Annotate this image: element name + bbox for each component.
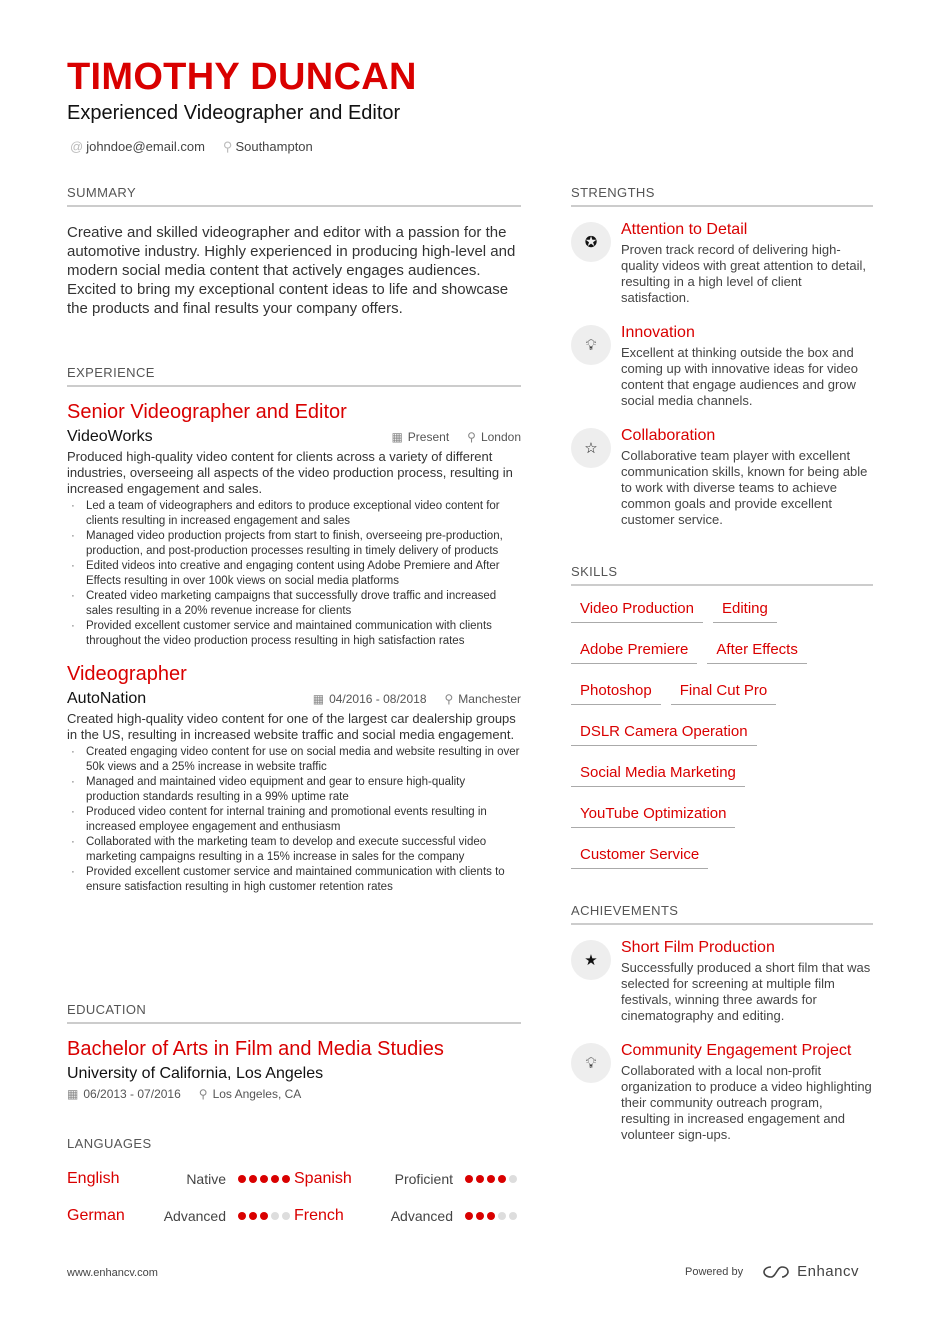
- lightbulb-icon: 💡︎: [571, 325, 611, 365]
- strength-text: Excellent at thinking outside the box and coming up with innovative ideas for video content that engage audiences and grow social media channels.: [621, 345, 859, 408]
- summary-text: Creative and skilled videographer and editor with a passion for the automotive industry. Highly experienced in producing high-level and modern social media content that actively engages audiences. Excited to bring my exceptional content ideas to life and showcase the products and final results your company offers.: [67, 224, 516, 317]
- star-outline-icon: ☆: [571, 428, 611, 468]
- job-bullet: · Created video marketing campaigns that successfully drove traffic and increased sales resulting in a 20% revenue increase for clients: [67, 589, 521, 619]
- section-heading: EXPERIENCE: [67, 365, 521, 387]
- infinity-logo-icon: [761, 1264, 791, 1280]
- language-name: Spanish: [294, 1169, 352, 1187]
- language-name: French: [294, 1206, 344, 1224]
- job-location: London: [480, 430, 521, 444]
- email-text: johndoe@email.com: [86, 139, 205, 154]
- achievement-text: Collaborated with a local non-profit organization to produce a video highlighting their community outreach program, resulting in increased engagement and volunteer sign-ups.: [621, 1063, 872, 1142]
- language-level: Advanced: [390, 1207, 453, 1224]
- job-bullet: · Led a team of videographers and editors to produce exceptional video content for clients resulting in increased engagement and sales: [67, 499, 521, 529]
- skills-section: [571, 564, 873, 883]
- section-heading: EDUCATION: [67, 1002, 521, 1024]
- location: [223, 139, 313, 155]
- rating-dot: [465, 1212, 473, 1220]
- language-level: Native: [186, 1170, 226, 1187]
- achievement-item: [571, 939, 873, 1024]
- job-bullet: · Managed and maintained video equipment and gear to ensure high-quality production standards resulting in a 99% uptime rate: [67, 775, 521, 805]
- rating-dot: [476, 1212, 484, 1220]
- location-pin-icon: ⚲: [444, 692, 454, 706]
- job-title: Videographer: [67, 663, 187, 685]
- section-heading: LANGUAGES: [67, 1136, 152, 1151]
- rating-dot: [498, 1175, 506, 1183]
- language-item: [67, 1170, 294, 1188]
- strength-text: Collaborative team player with excellent communication skills, known for being able to work with diverse teams to achieve common goals and provide excellent customer service.: [621, 448, 868, 527]
- job-bullet: · Created engaging video content for use on social media and website resulting in over 50k views and a 25% increase in website traffic: [67, 745, 521, 775]
- rating-dot: [249, 1212, 257, 1220]
- skill-tag: Editing: [713, 596, 777, 623]
- job-bullet: · Produced video content for internal training and promotional events resulting in increased employee engagement and enthusiasm: [67, 805, 521, 835]
- location-pin-icon: ⚲: [222, 139, 233, 154]
- language-name: German: [67, 1206, 125, 1224]
- job-entry: [67, 401, 521, 649]
- email[interactable]: [70, 139, 205, 155]
- job-description: Produced high-quality video content for clients across a variety of different industries, overseeing all aspects of the video production process, resulting in increased engagement and sales.: [67, 449, 513, 496]
- achievement-title: Short Film Production: [621, 939, 775, 956]
- at-icon: @: [70, 139, 84, 154]
- skill-tag: YouTube Optimization: [571, 801, 735, 828]
- rating-dot: [465, 1175, 473, 1183]
- language-rating: [238, 1212, 294, 1220]
- language-level: Advanced: [163, 1207, 226, 1224]
- strength-title: Attention to Detail: [621, 221, 748, 238]
- language-rating: [238, 1175, 294, 1183]
- job-bullet: · Managed video production projects from start to finish, overseeing pre-production, production, and post-production processes resulting in timely delivery of products: [67, 529, 521, 559]
- calendar-icon: ▦: [67, 1087, 79, 1101]
- languages-section: [67, 1136, 521, 1234]
- rating-dot: [509, 1212, 517, 1220]
- lightbulb-icon: 💡︎: [571, 1043, 611, 1083]
- language-item: [294, 1207, 521, 1225]
- degree: Bachelor of Arts in Film and Media Studies: [67, 1038, 444, 1060]
- rating-dot: [498, 1212, 506, 1220]
- company-name: VideoWorks: [67, 428, 153, 445]
- powered-by-text: Powered by: [685, 1265, 744, 1278]
- language-item: [67, 1207, 294, 1225]
- job-location: Manchester: [458, 692, 521, 706]
- achievements-section: [571, 903, 873, 1143]
- rating-dot: [238, 1175, 246, 1183]
- language-rating: [465, 1175, 521, 1183]
- calendar-icon: ▦: [312, 692, 325, 706]
- company-name: AutoNation: [67, 690, 147, 707]
- rating-dot: [487, 1212, 495, 1220]
- skill-tag: DSLR Camera Operation: [571, 719, 757, 746]
- enhancv-logo[interactable]: [761, 1263, 859, 1280]
- skill-tag: Photoshop: [571, 678, 661, 705]
- brand-name: Enhancv: [797, 1263, 859, 1280]
- award-icon: ✪: [571, 222, 611, 262]
- skill-tag: Social Media Marketing: [571, 760, 745, 787]
- edu-location: Los Angeles, CA: [212, 1087, 302, 1101]
- edu-dates: 06/2013 - 07/2016: [83, 1087, 181, 1101]
- rating-dot: [282, 1212, 290, 1220]
- section-heading: SUMMARY: [67, 185, 521, 207]
- job-bullet: · Collaborated with the marketing team to develop and execute successful video marketing campaigns resulting in a 15% increase in sales for the company: [67, 835, 521, 865]
- skill-tag: Adobe Premiere: [571, 637, 697, 664]
- location-text: Southampton: [235, 139, 313, 154]
- language-rating: [465, 1212, 521, 1220]
- rating-dot: [260, 1212, 268, 1220]
- language-name: English: [67, 1169, 120, 1187]
- location-pin-icon: ⚲: [467, 430, 476, 444]
- job-bullet: · Edited videos into creative and engaging content using Adobe Premiere and After Effects resulting in over 100k views on social media platforms: [67, 559, 521, 589]
- skill-tag: Video Production: [571, 596, 703, 623]
- strength-title: Innovation: [621, 324, 695, 341]
- rating-dot: [476, 1175, 484, 1183]
- strength-title: Collaboration: [621, 427, 716, 444]
- language-row: [67, 1197, 521, 1234]
- language-row: [67, 1160, 521, 1197]
- education-section: [67, 1002, 521, 1101]
- school: University of California, Los Angeles: [67, 1065, 324, 1082]
- rating-dot: [249, 1175, 257, 1183]
- skill-tag: Final Cut Pro: [671, 678, 777, 705]
- achievement-title: Community Engagement Project: [621, 1042, 852, 1059]
- calendar-icon: ▦: [391, 430, 403, 444]
- candidate-title: Experienced Videographer and Editor: [67, 102, 401, 124]
- strength-item: [571, 221, 873, 306]
- language-level: Proficient: [394, 1170, 453, 1187]
- section-heading: STRENGTHS: [571, 185, 873, 207]
- skill-tag: Customer Service: [571, 842, 708, 869]
- rating-dot: [238, 1212, 246, 1220]
- job-bullet: · Provided excellent customer service and maintained communication with clients throughout the video production process resulting in high satisfaction rates: [67, 619, 521, 649]
- candidate-name: TIMOTHY DUNCAN: [67, 56, 417, 98]
- strengths-section: [571, 185, 873, 528]
- job-dates: Present: [407, 430, 450, 444]
- strength-item: [571, 324, 873, 409]
- language-item: [294, 1170, 521, 1188]
- contact-info: [70, 139, 313, 155]
- job-bullet: · Provided excellent customer service and maintained communication with clients to ensure satisfaction resulting in high customer retention rates: [67, 865, 521, 895]
- powered-by: [685, 1263, 859, 1280]
- rating-dot: [487, 1175, 495, 1183]
- rating-dot: [271, 1212, 279, 1220]
- rating-dot: [282, 1175, 290, 1183]
- website-link[interactable]: www.enhancv.com: [67, 1267, 158, 1279]
- experience-section: [67, 365, 521, 895]
- rating-dot: [260, 1175, 268, 1183]
- rating-dot: [271, 1175, 279, 1183]
- job-dates: 04/2016 - 08/2018: [329, 692, 427, 706]
- job-description: Created high-quality video content for one of the largest car dealership groups in the US, resulting in increased website traffic and social media engagement.: [67, 711, 516, 742]
- summary-section: [67, 185, 521, 318]
- job-entry: [67, 663, 521, 895]
- strength-item: [571, 427, 873, 528]
- star-icon: ★: [571, 940, 611, 980]
- job-title: Senior Videographer and Editor: [67, 401, 347, 423]
- section-heading: SKILLS: [571, 564, 873, 586]
- location-pin-icon: ⚲: [198, 1087, 208, 1101]
- achievement-text: Successfully produced a short film that was selected for screening at multiple film festivals, winning three awards for cinematography and editing.: [621, 960, 871, 1023]
- strength-text: Proven track record of delivering high-quality videos with great attention to detail, resulting in a high level of client satisfaction.: [621, 242, 866, 305]
- rating-dot: [509, 1175, 517, 1183]
- section-heading: ACHIEVEMENTS: [571, 903, 873, 925]
- skill-tag: After Effects: [707, 637, 806, 664]
- achievement-item: [571, 1042, 873, 1143]
